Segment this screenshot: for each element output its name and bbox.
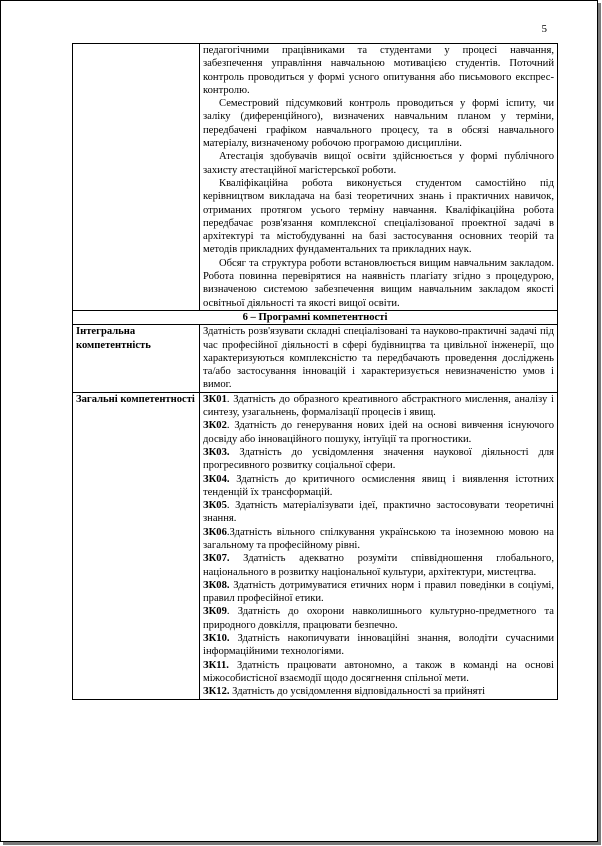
competence-code: ЗК09 — [203, 606, 227, 618]
competence-text: Здатність працювати автономно, а також в команді на основі міжособистісної взаємодії щодо досягнення спільної мети. — [203, 659, 554, 684]
competence-text: . Здатність до генерування нових ідей на основі вивчення існуючого досвіду або інноваційного пошуку, інтуїції та прогностики. — [203, 420, 554, 445]
competence-text: . Здатність матеріалізувати ідеї, практично застосовувати теоретичні знання. — [203, 500, 554, 525]
intro-paragraph: Семестровий підсумковий контроль проводиться у формі іспиту, чи заліку (диференційного), визначених навчальним планом у терміни, передбачені графіком навчального процесу, та в обсязі навчального матеріалу, визначеному робочою програмою дисципліни. — [203, 98, 554, 150]
integral-label: Інтегральна компетентність — [73, 325, 200, 392]
competence-text: Здатність адекватно розуміти співвідношення глобального, національного в розвитку національної культури, архітектури, мистецтва. — [203, 553, 554, 578]
competence-code: ЗК11. — [203, 659, 229, 671]
section-heading-row — [73, 310, 558, 324]
intro-paragraph: Атестація здобувачів вищої освіти здійснюється у формі публічного захисту атестаційної магістерської роботи. — [203, 151, 554, 176]
competence-item — [203, 685, 554, 698]
general-list — [200, 392, 558, 699]
competence-code: ЗК04. — [203, 473, 230, 485]
competence-text: Здатність до критичного осмислення явищ і виявлення істотних тенденцій їх трансформацій. — [203, 473, 554, 498]
intro-paragraph: Обсяг та структура роботи встановлюється вищим навчальним закладом. Робота повинна перевірятися на наявність плагіату згідно з процедурою, визначеною системою забезпечення вищим навчальним закладом якості освітньої діяльності та якості вищої освіти. — [203, 257, 554, 309]
intro-right-cell — [200, 44, 558, 311]
competence-item — [203, 605, 554, 632]
competences-table — [72, 43, 558, 700]
page-number: 5 — [541, 23, 547, 35]
competence-text: Здатність накопичувати інноваційні знання, володіти сучасними інформаційними технологіями. — [203, 633, 554, 658]
competence-code: ЗК12. — [203, 686, 230, 698]
competence-code: ЗК02 — [203, 420, 227, 432]
competence-code: ЗК07. — [203, 553, 230, 565]
competence-code: ЗК05 — [203, 500, 227, 512]
competence-item — [203, 632, 554, 659]
competence-text: .Здатність вільного спілкування українською та іноземною мовою на загальному та професійному рівні. — [203, 526, 554, 551]
competence-text: Здатність до усвідомлення відповідальності за прийняті — [229, 686, 486, 698]
competence-item — [203, 473, 554, 500]
intro-paragraph: Кваліфікаційна робота виконується студентом самостійно під керівництвом викладача на базі теоретичних знань і практичних навичок, отриманих протягом усього терміну навчання. Кваліфікаційна робота передбачає розв'язання комплексної спеціалізованої проектної задачі в архітектурі та містобудуванні на базі застосування основних теорій та методів прикладних фундаментальних та прикладних наук. — [203, 177, 554, 256]
competence-text: . Здатність до охорони навколишнього культурно-предметного та природного довкілля, працювати безпечно. — [203, 606, 554, 631]
competence-item — [203, 526, 554, 553]
competence-item — [203, 579, 554, 606]
general-label: Загальні компетентності — [73, 392, 200, 699]
integral-row — [73, 325, 558, 392]
competence-text: Здатність до усвідомлення значення наукової діяльності для прогресивного розвитку соціальної сфери. — [203, 446, 554, 472]
competence-code: ЗК06 — [203, 526, 227, 538]
competence-code: ЗК03. — [203, 446, 230, 458]
general-row — [73, 392, 558, 699]
competence-item — [203, 499, 554, 526]
competence-item — [203, 446, 554, 473]
competence-code: ЗК08. — [203, 579, 230, 591]
intro-row — [73, 44, 558, 311]
competence-code: ЗК01 — [203, 393, 227, 405]
competence-item — [203, 552, 554, 579]
competence-item — [203, 393, 554, 420]
section-title: 6 – Програмні компетентності — [73, 310, 558, 324]
competence-text: . Здатність до образного креативного абстрактного мислення, аналізу і синтезу, узагальнень, формалізації процесів і явищ. — [203, 393, 554, 419]
competence-text: Здатність дотримуватися етичних норм і правил поведінки в соціумі, правил професійної етики. — [203, 579, 554, 605]
integral-text: Здатність розв'язувати складні спеціалізовані та науково-практичні задачі під час професійної діяльності в сфері будівництва та цивільної інженерії, що характеризуються комплексністю та передбачають проведення досліджень та/або застосування інновацій і характеризується невизначеністю умов і вимог. — [200, 325, 558, 392]
intro-paragraph: педагогічними працівниками та студентами у процесі навчання, забезпечення управління навчальною мотивацією студентів. Поточний контроль проводиться у формі усного опитування або письмового експрес-контролю. — [203, 45, 554, 96]
intro-left-cell — [73, 44, 200, 311]
competence-code: ЗК10. — [203, 633, 230, 645]
competence-item — [203, 419, 554, 446]
competence-item — [203, 659, 554, 686]
